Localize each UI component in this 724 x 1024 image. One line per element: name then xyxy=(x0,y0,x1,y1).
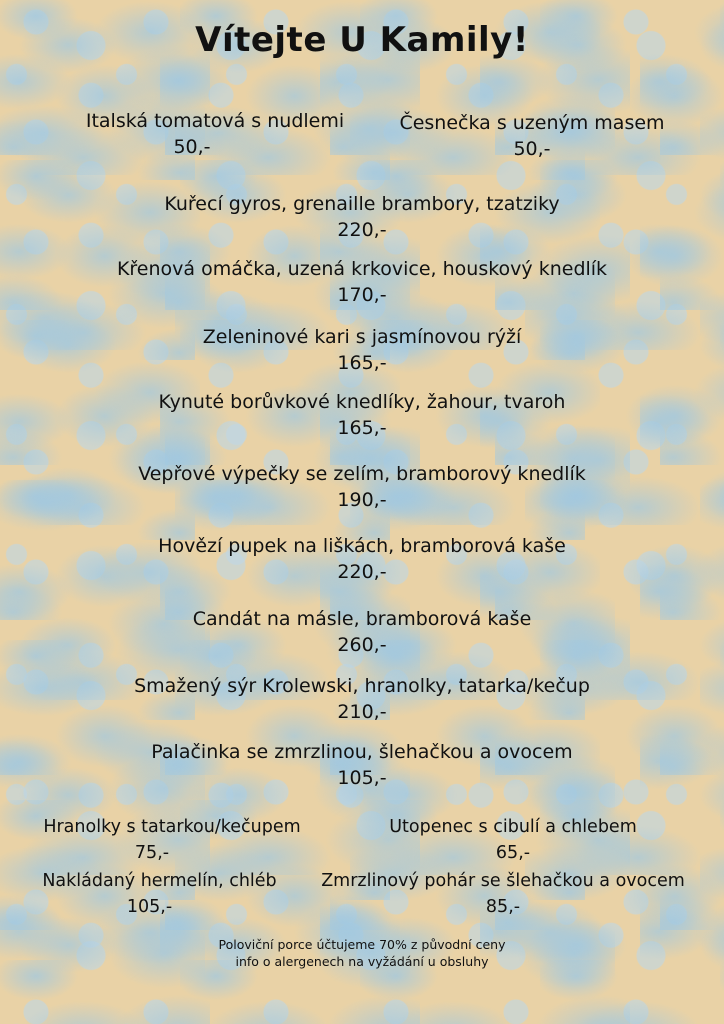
menu-item-main-4 xyxy=(0,389,724,441)
menu-item-name: Smažený sýr Krolewski, hranolky, tatarka/kečup xyxy=(134,675,590,697)
menu-item-name: Utopenec s cibulí a chlebem xyxy=(389,817,637,837)
menu-item-main-9 xyxy=(0,739,724,791)
menu-item-price: 105,- xyxy=(126,897,173,917)
menu-item-main-3 xyxy=(0,324,724,376)
menu-item-name: Italská tomatová s nudlemi xyxy=(85,110,345,132)
menu-item-soup-2 xyxy=(372,110,692,162)
menu-item-main-1 xyxy=(0,191,724,243)
menu-item-price: 165,- xyxy=(337,417,387,439)
menu-item-price: 75,- xyxy=(134,843,170,863)
menu-item-name: Candát na másle, bramborová kaše xyxy=(192,608,532,630)
menu-item-main-6 xyxy=(0,533,724,585)
menu-item-main-2 xyxy=(0,256,724,308)
menu-item-main-8 xyxy=(0,673,724,725)
menu-item-extra-3 xyxy=(22,868,297,920)
menu-item-price: 220,- xyxy=(337,561,387,583)
menu-item-price: 190,- xyxy=(337,489,387,511)
menu-item-extra-4 xyxy=(298,868,708,920)
menu-item-main-7 xyxy=(0,606,724,658)
menu-item-price: 210,- xyxy=(337,701,387,723)
menu-item-main-5 xyxy=(0,461,724,513)
menu-item-name: Palačinka se zmrzlinou, šlehačkou a ovocem xyxy=(151,741,573,763)
menu-item-soup-1 xyxy=(40,108,390,160)
menu-item-price: 50,- xyxy=(513,138,551,160)
menu-item-name: Zeleninové kari s jasmínovou rýží xyxy=(202,326,522,348)
menu-item-name: Kuřecí gyros, grenaille brambory, tzatziky xyxy=(164,193,560,215)
menu-item-name: Vepřové výpečky se zelím, bramborový knedlík xyxy=(138,463,586,485)
menu-item-price: 220,- xyxy=(337,219,387,241)
menu-item-name: Zmrzlinový pohár se šlehačkou a ovocem xyxy=(321,871,685,891)
menu-item-name: Hranolky s tatarkou/kečupem xyxy=(43,817,301,837)
menu-item-price: 105,- xyxy=(337,767,387,789)
menu-item-extra-1 xyxy=(22,814,322,866)
footer-half-portion-note: Poloviční porce účtujeme 70% z původní ceny xyxy=(218,937,506,952)
menu-item-name: Křenová omáčka, uzená krkovice, houskový knedlík xyxy=(116,258,608,280)
menu-item-price: 260,- xyxy=(337,634,387,656)
menu-item-extra-2 xyxy=(368,814,658,866)
menu-item-price: 170,- xyxy=(337,284,387,306)
menu-item-name: Hovězí pupek na liškách, bramborová kaše xyxy=(158,535,566,557)
menu-item-price: 50,- xyxy=(173,136,211,158)
page-title: Vítejte U Kamily! xyxy=(195,20,529,60)
menu-item-name: Kynuté borůvkové knedlíky, žahour, tvaroh xyxy=(158,391,566,413)
menu-item-name: Česnečka s uzeným masem xyxy=(399,112,665,134)
footer-notes xyxy=(0,936,724,970)
menu-item-price: 165,- xyxy=(337,352,387,374)
footer-allergen-note: info o alergenech na vyžádání u obsluhy xyxy=(235,954,489,969)
menu-item-price: 65,- xyxy=(495,843,531,863)
menu-item-price: 85,- xyxy=(485,897,521,917)
menu-item-name: Nakládaný hermelín, chléb xyxy=(42,871,277,891)
